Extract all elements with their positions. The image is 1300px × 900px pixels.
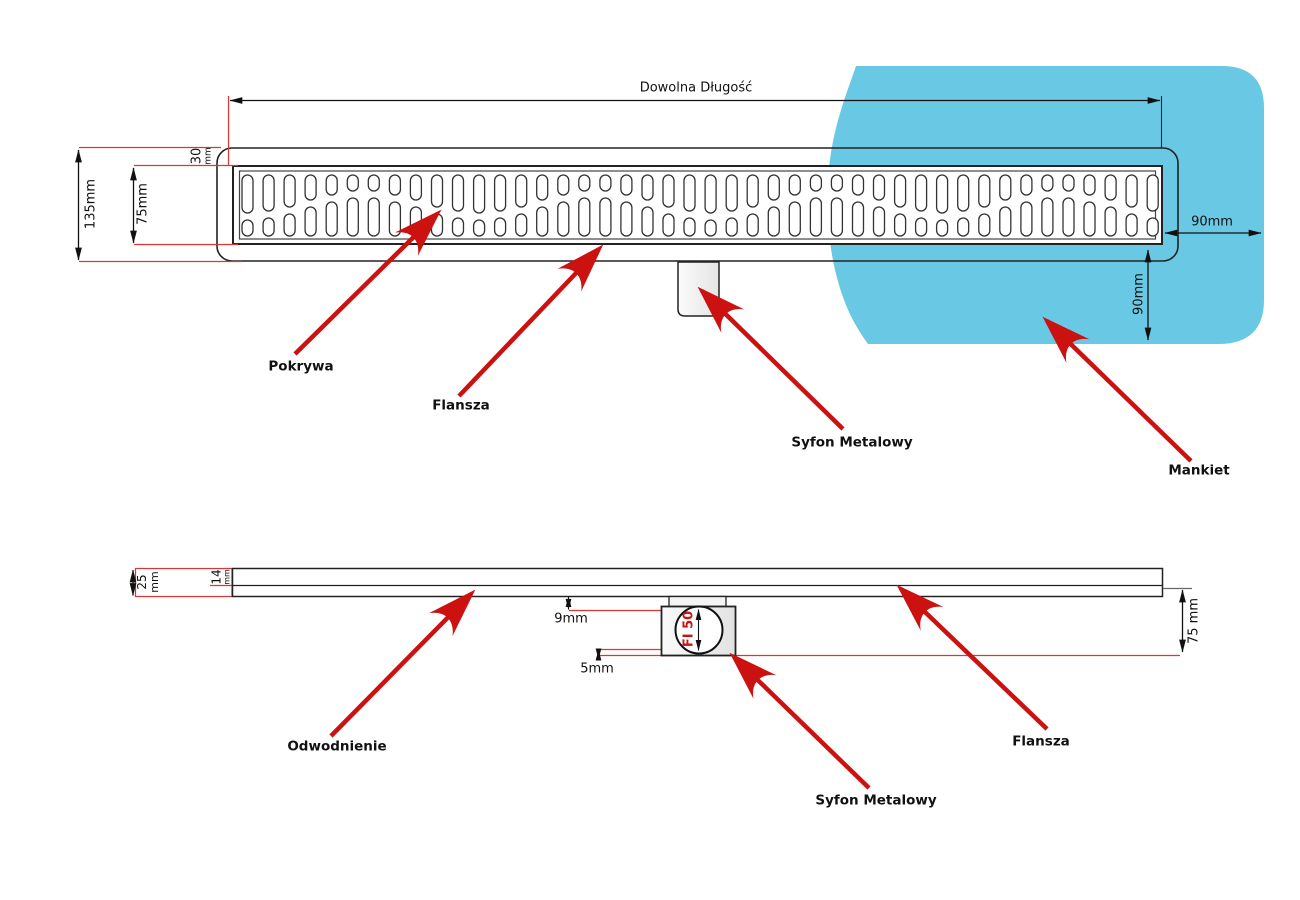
grate-slot: [326, 202, 337, 236]
flange-bottom-label: Flansza: [1012, 733, 1070, 750]
grate-slot: [558, 202, 569, 236]
grate-slot: [516, 214, 527, 236]
grate-slot: [1126, 214, 1137, 236]
grate-slot: [1063, 198, 1074, 236]
grate-slot: [705, 175, 716, 213]
bottom-offset-dimension-label: 90mm: [1131, 273, 1147, 315]
grate-slot: [347, 198, 358, 236]
grate-slot: [453, 218, 464, 236]
grate-slot: [326, 175, 337, 195]
total-height-unit: mm: [148, 571, 161, 593]
syfon-top-arrow: [702, 291, 843, 429]
side-view: [133, 569, 1192, 660]
grate-slot: [789, 175, 800, 195]
grate-slot: [916, 175, 927, 211]
grate-slot: [558, 175, 569, 195]
grate-slot: [1042, 198, 1053, 236]
top-view: [79, 66, 1265, 344]
syfon-bottom-arrow: [734, 657, 869, 788]
grate-slot: [621, 202, 632, 236]
flansza-top-arrow: [459, 249, 599, 396]
edge-width-dimension-label: [191, 147, 214, 165]
grate-slot: [747, 214, 758, 236]
grate-slot: [621, 175, 632, 195]
grate-slot: [726, 218, 737, 236]
flange-top-label: Flansza: [432, 397, 490, 414]
odwodnienie-arrow: [331, 594, 471, 736]
grate-slot: [979, 175, 990, 207]
grate-slot: [242, 220, 253, 236]
grate-slot: [747, 175, 758, 207]
grate-slot: [368, 198, 379, 236]
grate-slot: [831, 175, 842, 191]
grate-slot: [600, 198, 611, 236]
grate-slot: [1021, 175, 1032, 195]
grate-slot: [579, 198, 590, 236]
grate-slot: [810, 175, 821, 191]
grate-slot: [937, 220, 948, 236]
grate-slot: [495, 218, 506, 236]
grate-slot: [495, 175, 506, 211]
grate-slot: [726, 175, 737, 211]
neck-offset-dimension-label: 9mm: [554, 611, 588, 627]
grate-slot: [1105, 207, 1116, 236]
side-offset-dimension-label: 90mm: [1191, 214, 1233, 230]
depth-dimension-label: 75 mm: [1186, 597, 1202, 645]
grate-slot: [789, 202, 800, 236]
grate-slot: [979, 214, 990, 236]
grate-slot: [284, 175, 295, 207]
outer-height-dimension-label: 135mm: [83, 178, 99, 230]
grate-slot: [347, 175, 358, 191]
grate-slot: [663, 175, 674, 207]
collar-label: Mankiet: [1168, 462, 1230, 479]
pipe-diameter-label: FI 50: [681, 610, 697, 648]
cover-label: Pokrywa: [268, 358, 334, 375]
grate-slot: [810, 198, 821, 236]
grate-slot: [516, 175, 527, 207]
bottom-offset-dimension-label-side: 5mm: [580, 661, 614, 677]
grate-slot: [642, 175, 653, 200]
edge-width-unit: mm: [203, 147, 214, 165]
total-height-dimension-label: [136, 571, 160, 592]
drain-label: Odwodnienie: [287, 738, 387, 755]
grate-slot: [263, 218, 274, 236]
siphon-neck: [669, 597, 726, 607]
total-height-value: 25: [135, 574, 149, 590]
grate-slot: [1000, 207, 1011, 236]
grate-slot: [874, 207, 885, 236]
grate-slot: [305, 207, 316, 236]
grate-slot: [937, 175, 948, 213]
grate-slot: [389, 175, 400, 195]
siphon-pipe-top-view: [678, 262, 719, 316]
grate-slot: [432, 175, 443, 207]
grate-slot: [853, 175, 864, 195]
grate-slot: [831, 198, 842, 236]
grate-slot: [1021, 202, 1032, 236]
body-height-dimension-label: [211, 569, 232, 585]
edge-width-value: 30: [189, 147, 205, 165]
siphon-bottom-label: Syfon Metalowy: [815, 792, 937, 809]
grate-slot: [474, 175, 485, 213]
grate-slot: [537, 207, 548, 236]
grate-slot: [410, 175, 421, 200]
inner-height-dimension-label: 75mm: [135, 183, 151, 225]
grate-slot: [916, 218, 927, 236]
body-height-unit: mm: [222, 569, 232, 585]
grate-slot: [579, 175, 590, 191]
body-height-value: 14: [209, 569, 224, 585]
grate-slot: [1126, 175, 1137, 207]
grate-slot: [895, 214, 906, 236]
grate-slot: [1147, 218, 1158, 236]
grate-slot: [874, 175, 885, 200]
grate-slot: [600, 175, 611, 191]
grate-slot: [453, 175, 464, 211]
grate-slot: [474, 220, 485, 236]
flansza-bottom-arrow: [901, 589, 1047, 729]
grate-slot: [305, 175, 316, 200]
channel-profile: [233, 569, 1163, 597]
grate-slot: [1042, 175, 1053, 191]
grate-slot: [1084, 202, 1095, 236]
grate-slot: [958, 218, 969, 236]
grate-slot: [389, 202, 400, 236]
siphon-top-label: Syfon Metalowy: [791, 434, 913, 451]
grate-slot: [1147, 175, 1158, 211]
grate-slot: [1084, 175, 1095, 195]
grate-slot: [1063, 175, 1074, 191]
grate-slot: [537, 175, 548, 200]
grate-slot: [895, 175, 906, 207]
grate-slot: [768, 175, 779, 200]
grate-slot: [958, 175, 969, 211]
grate-slot: [263, 175, 274, 211]
grate-slot: [1105, 175, 1116, 200]
grate-slot: [705, 220, 716, 236]
grate-slot: [684, 218, 695, 236]
grate-slot: [642, 207, 653, 236]
grate-slot: [242, 175, 253, 213]
grate-slot: [368, 175, 379, 191]
grate-slot: [284, 214, 295, 236]
length-dimension-label: Dowolna Długość: [639, 80, 753, 96]
grate-slot: [684, 175, 695, 211]
grate-slot: [853, 202, 864, 236]
grate-slot: [1000, 175, 1011, 200]
grate-slot: [663, 214, 674, 236]
grate-slot: [768, 207, 779, 236]
